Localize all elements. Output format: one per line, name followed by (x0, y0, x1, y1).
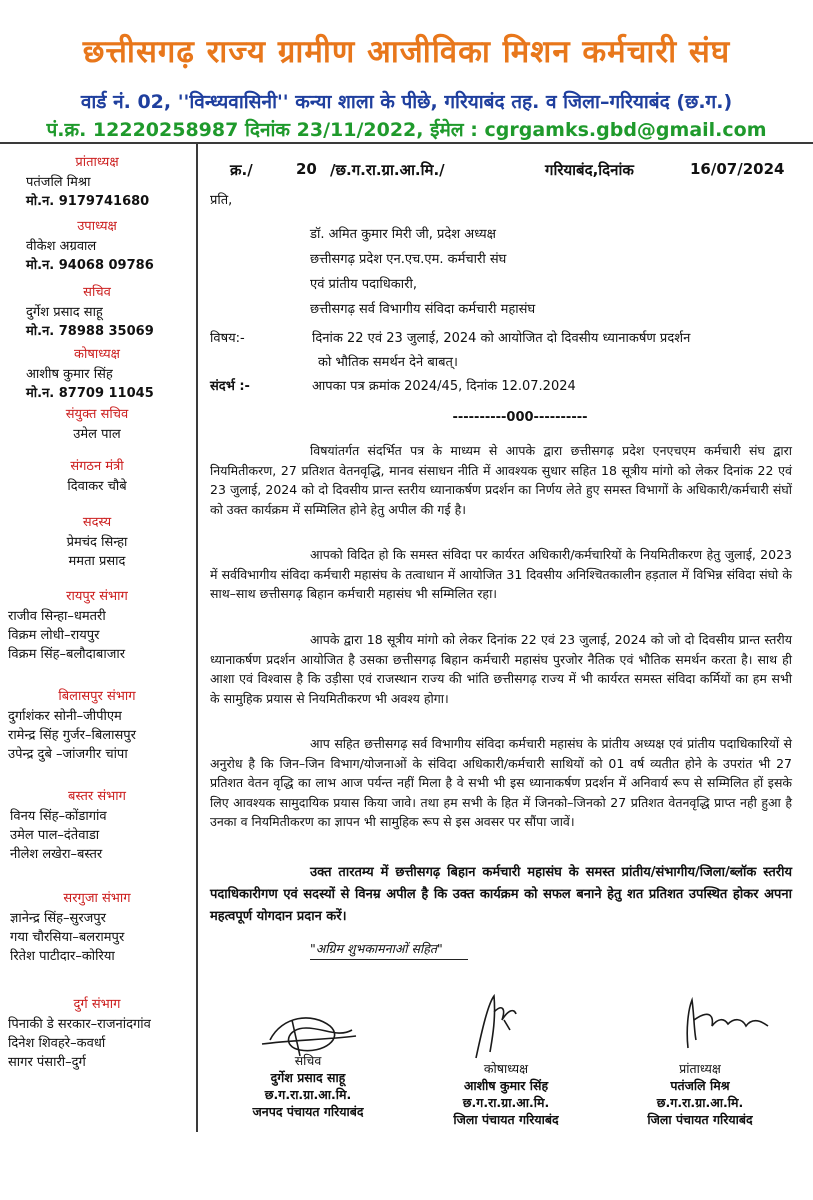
sidebar-divider (196, 142, 198, 1132)
sidebar-section-raipur-division (0, 586, 194, 664)
place-date-label: गरियाबंद,दिनांक (545, 161, 634, 179)
sidebar-heading: उपाध्यक्ष (77, 219, 117, 234)
subject-line-1: दिनांक 22 एवं 23 जुलाई, 2024 को आयोजित दो दिवसीय ध्यानाकर्षण प्रदर्शन (312, 331, 691, 346)
signatory-name: आशीष कुमार सिंह (463, 1078, 549, 1093)
registration-line: पं.क्र. 12220258987 दिनांक 23/11/2022, ईमेल : cgrgamks.gbd@gmail.com (46, 119, 767, 141)
signature-block-secretary (228, 1052, 388, 1120)
sidebar-line: उमेल पाल–दंतेवाडा (10, 828, 100, 843)
sidebar-line: दुर्गेश प्रसाद साहू (26, 305, 103, 320)
paragraph-2: आपको विदित हो कि समस्त संविदा पर कार्यरत अधिकारी/कर्मचारियों के नियमितीकरण हेतु जुलाई, 2023 में सर्वविभागीय संविदा कर्मचारी महासंघ के तत्वाधान में आयोजित 31 दिवसीय अनिश्चितकालीन हड़ताल में विभिन्न संविदा संघो के साथ–साथ छत्तीसगढ़ बिहान कर्मचारी महासंघ भी सम्मिलित रहा। (210, 547, 792, 601)
sidebar-heading: संयुक्त सचिव (65, 407, 129, 422)
paragraph-3: आपके द्वारा 18 सूत्रीय मांगो को लेकर दिनांक 22 एवं 23 जुलाई, 2024 को जो दो दिवसीय प्रान्त स्तरीय ध्यानाकर्षण प्रदर्शन आयोजित है उसका छत्तीसगढ़ बिहान कर्मचारी महासंघ पुरजोर नैतिक एवं भौतिक समर्थन करता है। साथ ही आशा एवं विश्वास है कि उड़ीसा एवं राजस्थान राज्य की भांति छत्तीसगढ़ राज्य में भी कार्यरत समस्त संविदा कर्मियों का हम सभी के सामुहिक प्रयास से नियमितीकरण भी अवश्य होगा। (210, 632, 792, 706)
sidebar-line: पिनाकी डे सरकार–राजनांदगांव (8, 1017, 151, 1032)
recipient-line: एवं प्रांतीय पदाधिकारी, (310, 277, 417, 292)
sidebar-line: मो.न. 78988 35069 (26, 324, 154, 339)
signatory-name: दुर्गेश प्रसाद साहू (270, 1070, 346, 1085)
sidebar-heading: सरगुजा संभाग (63, 891, 131, 906)
sidebar-line: गया चौरसिया–बलरामपुर (10, 930, 125, 945)
signatory-org: छ.ग.रा.ग्रा.आ.मि. (264, 1087, 352, 1102)
signatory-role: प्रांताध्यक्ष (679, 1061, 721, 1076)
sidebar-heading: बस्तर संभाग (68, 789, 126, 804)
sidebar-section-vice-president (0, 216, 194, 275)
subject-line-2: को भौतिक समर्थन देने बाबत्। (318, 355, 458, 370)
sidebar-line: विक्रम सिंह–बलौदाबाजार (8, 647, 126, 662)
sidebar-section-secretary (0, 282, 194, 341)
president-signature-icon (668, 990, 778, 1050)
separator: ----------000---------- (452, 410, 588, 425)
sidebar-line: विक्रम लोधी–रायपुर (8, 628, 100, 643)
sidebar-line: उमेल पाल (73, 427, 121, 442)
sidebar-line: रितेश पाटीदार–कोरिया (10, 949, 115, 964)
signatory-role: सचिव (294, 1053, 322, 1068)
paragraph-4: आप सहित छत्तीसगढ़ सर्व विभागीय संविदा कर्मचारी महासंघ के प्रांतीय अध्यक्ष एवं प्रांतीय पदाधिकारियों से अनुरोध है कि जिन–जिन विभाग/योजनाओं के संविदा अधिकारी/कर्मचारी साथियों को 01 वर्ष व्यतीत होने के उपरांत भी 27 प्रतिशत वेतन वृद्धि का लाभ आज पर्यन्त नहीं मिला है वे सभी भी इस ध्यानाकर्षण प्रदर्शन में अनिवार्य रूप से सम्मिलित हों इसके लिए आवश्यक सामुदायिक प्रयास किया जावे। तथा हम सभी के हित में जिनको–जिनको 27 प्रतिशत वेतनवृद्धि प्राप्त नही हुआ है उनका व नियमितीकरण का ज्ञापन भी सामुहिक रूप से इस अवसर पर सौंपा जावें। (210, 736, 792, 829)
signatory-unit: जिला पंचायत गरियाबंद (453, 1112, 559, 1127)
sidebar-section-president (0, 152, 194, 211)
sidebar-section-durg-division (0, 994, 194, 1072)
signatory-org: छ.ग.रा.ग्रा.आ.मि. (462, 1095, 550, 1110)
sidebar-heading: बिलासपुर संभाग (58, 689, 136, 704)
signatory-org: छ.ग.रा.ग्रा.आ.मि. (656, 1095, 744, 1110)
sidebar-line: आशीष कुमार सिंह (26, 367, 113, 382)
sidebar-section-members (0, 512, 194, 571)
sidebar-line: ममता प्रसाद (68, 554, 126, 569)
appeal-paragraph: उक्त तारतम्य में छत्तीसगढ़ बिहान कर्मचारी महासंघ के समस्त प्रांतीय/संभागीय/जिला/ब्लॉक स्तरीय पदाधिकारीगण एवं सदस्यों से विनम्र अपील है कि उक्त कार्यक्रम को सफल बनाने हेतु शत प्रतिशत उपस्थित होकर अपना महत्वपूर्ण योगदान प्रदान करें। (210, 865, 792, 924)
to-label: प्रति, (210, 193, 233, 208)
subject-label: विषय:- (210, 331, 245, 346)
sidebar-section-organisation-minister (0, 456, 194, 496)
sidebar-section-treasurer (0, 344, 194, 403)
sidebar-heading: रायपुर संभाग (66, 589, 128, 604)
sidebar-line: पतंजलि मिश्रा (26, 175, 91, 190)
wishes-underline (310, 959, 468, 960)
sidebar-line: राजीव सिन्हा–धमतरी (8, 609, 106, 624)
sidebar-heading: प्रांताध्यक्ष (75, 155, 119, 170)
sidebar-heading: सचिव (83, 285, 111, 300)
sidebar-section-bilaspur-division (0, 686, 194, 764)
sidebar-line: विनय सिंह–कोंडागांव (10, 809, 107, 824)
reference-label: संदर्भ :- (210, 379, 250, 394)
recipient-line: छत्तीसगढ़ सर्व विभागीय संविदा कर्मचारी महासंघ (310, 302, 536, 317)
signature-block-treasurer (426, 1060, 586, 1128)
sidebar-line: दिनेश शिवहरे–कवर्धा (8, 1036, 106, 1051)
sidebar-line: वीकेश अग्रवाल (26, 239, 97, 254)
sidebar-line: दुर्गाशंकर सोनी–जीपीएम (8, 709, 122, 724)
ref-number: 20 (296, 160, 317, 178)
treasurer-signature-icon (466, 990, 526, 1060)
signatory-unit: जिला पंचायत गरियाबंद (647, 1112, 753, 1127)
sidebar-line: मो.न. 87709 11045 (26, 386, 154, 401)
signatory-name: पतंजलि मिश्र (670, 1078, 730, 1093)
signature-block-president (620, 1060, 780, 1128)
recipient-line: छत्तीसगढ़ प्रदेश एन.एच.एम. कर्मचारी संघ (310, 252, 507, 267)
sidebar-section-bastar-division (0, 786, 194, 864)
sidebar-line: दिवाकर चौबे (67, 479, 127, 494)
reference-text: आपका पत्र क्रमांक 2024/45, दिनांक 12.07.2024 (312, 379, 576, 394)
paragraph-1: विषयांतर्गत संदर्भित पत्र के माध्यम से आपके द्वारा छत्तीसगढ़ प्रदेश एनएचएम कर्मचारी संघ द्वारा नियमितीकरण, 27 प्रतिशत वेतनवृद्धि, मानव संसाधन नीति में आवश्यक सुधार सहित 18 सूत्रीय मांगो को लेकर दिनांक 22 एवं 23 जुलाई, 2024 को दो दिवसीय प्रान्त स्तरीय ध्यानाकर्षण प्रदर्शन का निर्णय लेते हुए समस्त विभागों के अधिकारी/कर्मचारी संघों को उक्त कार्यक्रम में सम्मिलित होने हेतु अपील की गई है। (210, 443, 792, 517)
recipient-line: डॉ. अमित कुमार मिरी जी, प्रदेश अध्यक्ष (310, 227, 496, 242)
ref-code: /छ.ग.रा.ग्रा.आ.मि./ (330, 161, 445, 179)
recipient-block (310, 222, 535, 322)
closing-wishes: "अग्रिम शुभकामनाओं सहित" (310, 941, 443, 956)
sidebar-line: ज्ञानेन्द्र सिंह–सुरजपुर (10, 911, 106, 926)
signatory-role: कोषाध्यक्ष (483, 1061, 529, 1076)
sidebar-line: सागर पंसारी–दुर्ग (8, 1055, 86, 1070)
org-address: वार्ड नं. 02, ''विन्ध्यवासिनी'' कन्या शाला के पीछे, गरियाबंद तह. व जिला–गरियाबंद (छ.ग.) (80, 91, 733, 113)
sidebar-heading: संगठन मंत्री (70, 459, 124, 474)
sidebar-heading: दुर्ग संभाग (73, 997, 121, 1012)
sidebar-line: रामेन्द्र सिंह गुर्जर–बिलासपुर (8, 728, 136, 743)
org-title: छत्तीसगढ़ राज्य ग्रामीण आजीविका मिशन कर्मचारी संघ (82, 34, 731, 70)
sidebar-heading: कोषाध्यक्ष (74, 347, 120, 362)
letter-date: 16/07/2024 (690, 160, 785, 178)
header-divider (0, 142, 813, 144)
sidebar-section-surguja-division (0, 888, 194, 966)
sidebar-line: नीलेश लखेरा–बस्तर (10, 847, 103, 862)
signatory-unit: जनपद पंचायत गरियाबंद (252, 1104, 364, 1119)
sidebar-section-joint-secretary (0, 404, 194, 444)
sidebar-line: उपेन्द्र दुबे –जांजगीर चांपा (8, 747, 128, 762)
ref-label: क्र./ (230, 161, 253, 179)
sidebar-line: मो.न. 9179741680 (26, 194, 150, 209)
sidebar-line: मो.न. 94068 09786 (26, 258, 154, 273)
sidebar-heading: सदस्य (82, 515, 112, 530)
sidebar-line: प्रेमचंद सिन्हा (66, 535, 128, 550)
